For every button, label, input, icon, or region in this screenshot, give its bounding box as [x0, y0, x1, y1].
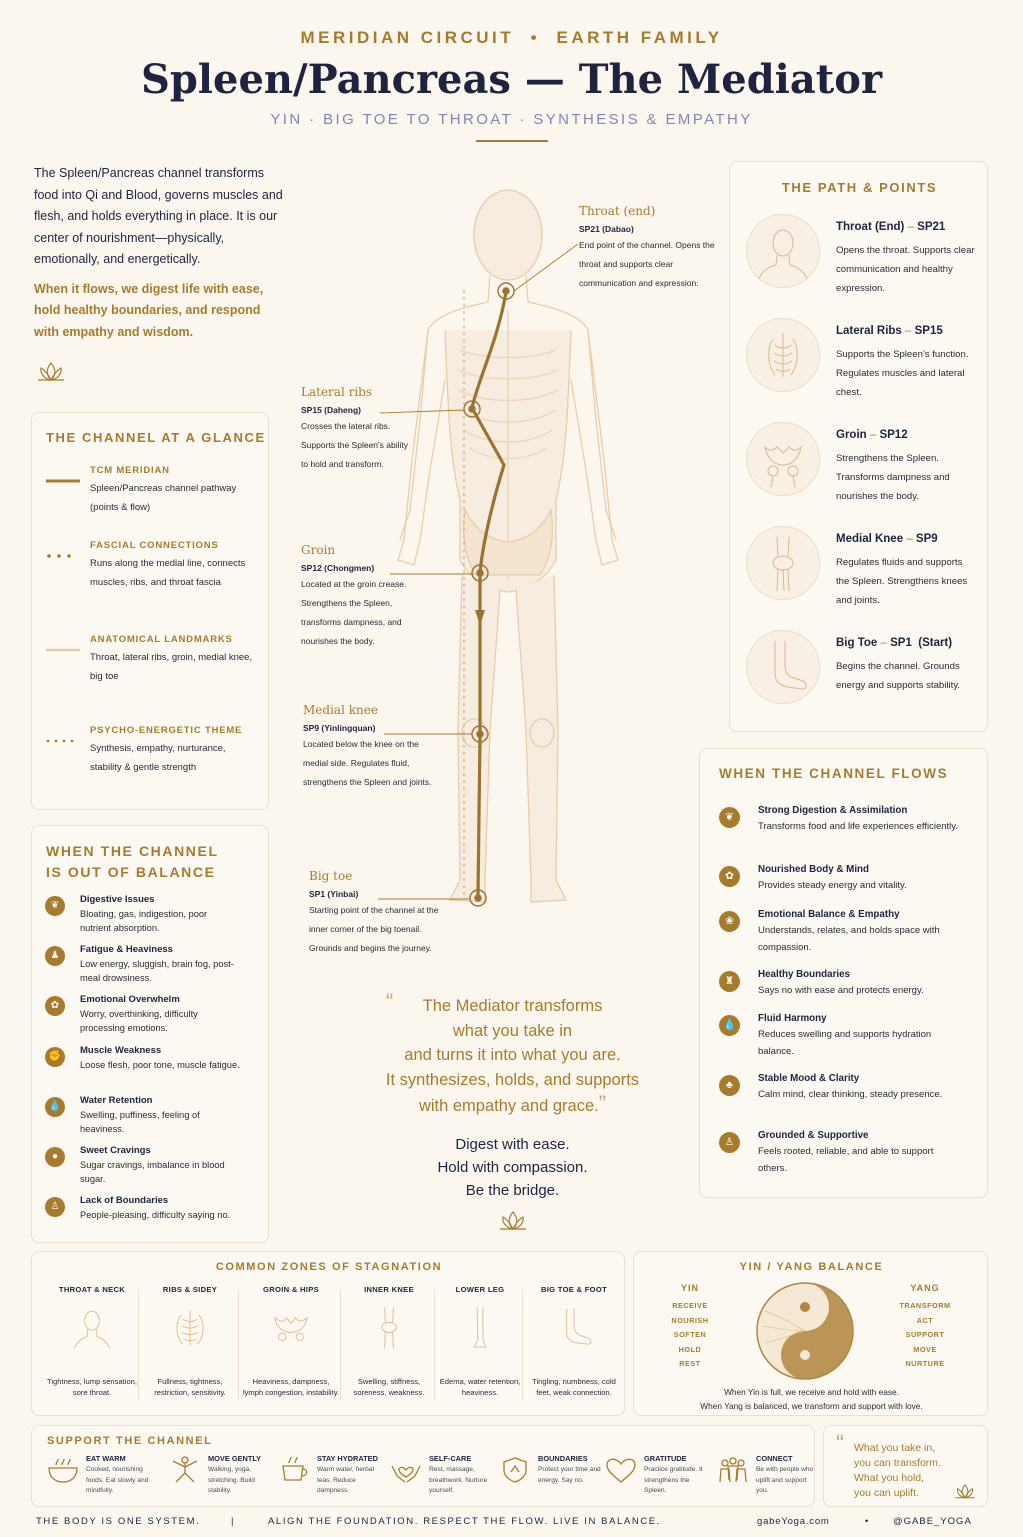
mood-icon: ♣	[719, 1075, 740, 1096]
path-item-point: SP9	[915, 533, 938, 545]
support-item-text: Cooked, nourishing foods. Eat slowly and mindfully.	[86, 1466, 149, 1494]
annotation-text: Crosses the lateral ribs. Supports the Spleen's ability to hold and transform.	[301, 421, 408, 469]
path-item-point: SP15	[914, 325, 943, 337]
path-item-point: SP12	[879, 429, 908, 441]
support-quote-line: you can transform.	[854, 1457, 941, 1469]
support-item-name: MOVE GENTLY	[208, 1454, 262, 1463]
water-drop-icon: 💧	[719, 1015, 740, 1036]
quote-line: It synthesizes, holds, and supports	[385, 1070, 640, 1089]
path-item-heading	[836, 533, 938, 545]
footer-site-link[interactable]: gabeYoga.com	[757, 1516, 830, 1527]
annotation-groin	[301, 543, 431, 651]
balance-word: NURTURE	[905, 1359, 945, 1368]
zone-divider	[522, 1290, 523, 1400]
path-item-name: Groin	[836, 429, 867, 441]
flows-title: WHEN THE CHANNEL FLOWS	[719, 766, 949, 781]
zones-title: COMMON ZONES OF STAGNATION	[215, 1261, 443, 1273]
imbalance-item-text: Low energy, sluggish, brain fog, post-meal drowsiness.	[80, 959, 234, 984]
page-title: Spleen/Pancreas — The Mediator	[140, 56, 883, 103]
path-item-name: Throat (End)	[836, 221, 905, 233]
zone-item	[438, 1285, 522, 1399]
zone-divider	[138, 1290, 139, 1400]
zone-name: THROAT & NECK	[58, 1285, 126, 1294]
closing-line: Hold with compassion.	[437, 1158, 588, 1176]
glance-text: Throat, lateral ribs, groin, medial knee, big toe	[90, 652, 253, 682]
annotation-throat	[579, 204, 719, 293]
yin-column	[662, 1283, 718, 1368]
path-item-separator: –	[866, 429, 880, 441]
imbalance-item-text: Loose flesh, poor tone, muscle fatigue.	[80, 1059, 240, 1070]
path-card	[729, 161, 988, 732]
sweet-icon: ●	[45, 1147, 65, 1167]
support-item-text: Protect your time and energy. Say no.	[538, 1466, 601, 1484]
balance-word: MOVE	[913, 1344, 937, 1354]
imbalance-title-line2: IS OUT OF BALANCE	[46, 864, 216, 880]
zone-divider	[238, 1290, 239, 1400]
quote-body	[350, 989, 675, 1119]
path-item-point: SP21	[917, 221, 946, 233]
inner-knee-illustration	[367, 1304, 411, 1352]
path-item-point: SP1 (Start)	[890, 637, 953, 649]
path-item-separator: –	[903, 533, 916, 545]
heart-hands-icon	[389, 1456, 423, 1484]
annotation-title: Big toe	[309, 869, 353, 883]
quote-line: with empathy and grace.	[418, 1097, 599, 1115]
annotation-point: SP1 (Yinbai)	[309, 889, 359, 899]
boundary-icon: ♙	[45, 1197, 65, 1217]
zone-name: INNER KNEE	[364, 1285, 414, 1294]
annotation-title: Throat (end)	[579, 204, 656, 218]
annotation-text: Located below the knee on the medial side. Regulates fluid, strengthens the Spleen and joints.	[303, 739, 432, 787]
footer-left: THE BODY IS ONE SYSTEM.	[36, 1516, 201, 1527]
overwhelm-icon: ✿	[45, 996, 65, 1016]
yinyang-caption	[634, 1385, 989, 1413]
footer-center: ALIGN THE FOUNDATION. RESPECT THE FLOW. LIVE IN BALANCE.	[268, 1516, 661, 1527]
flows-item-text: Feels rooted, reliable, and able to support others.	[758, 1146, 934, 1174]
path-item-name: Lateral Ribs	[836, 325, 902, 337]
flows-item-title: Emotional Balance & Empathy	[758, 909, 900, 920]
zone-name: LOWER LEG	[455, 1285, 505, 1294]
path-item-text: Regulates fluids and supports the Spleen. Strengthens knees and joints.	[836, 557, 968, 606]
imbalance-item-title: Digestive Issues	[80, 894, 155, 905]
imbalance-item-text: Swelling, puffiness, feeling of heaviness.	[80, 1109, 200, 1134]
flows-item-title: Healthy Boundaries	[758, 969, 851, 980]
imbalance-item-text: Bloating, gas, indigestion, poor nutrient absorption.	[80, 909, 208, 933]
path-title: THE PATH & POINTS	[781, 180, 938, 195]
zone-item	[526, 1285, 622, 1399]
zone-text: Tingling, numbness, cold feet, weak connection.	[532, 1377, 616, 1398]
path-item-name: Medial Knee	[836, 533, 904, 545]
annotation-title: Groin	[301, 543, 336, 557]
glance-label: PSYCHO-ENERGETIC THEME	[90, 725, 243, 736]
support-item-text: Walking, yoga, stretching. Build stability.	[208, 1466, 255, 1494]
imbalance-item-text: People-pleasing, difficulty saying no.	[80, 1210, 231, 1221]
path-item-heading	[836, 429, 908, 441]
support-item-text: Practice gratitude. It strengthens the Spleen.	[644, 1466, 703, 1494]
support-quote-card	[823, 1425, 988, 1507]
zone-item	[142, 1285, 238, 1399]
zone-text: Edema, water retention, heaviness.	[439, 1377, 521, 1398]
glance-label: ANATOMICAL LANDMARKS	[90, 634, 233, 645]
water-drop-icon: 💧	[45, 1097, 65, 1117]
zone-name: RIBS & SIDEY	[162, 1285, 218, 1294]
people-icon	[716, 1456, 750, 1484]
flows-item-title: Nourished Body & Mind	[758, 864, 870, 875]
yin-yang-icon	[755, 1281, 855, 1381]
groin-hips-illustration	[269, 1304, 313, 1352]
support-item-text: Warm water, herbal teas. Reduce dampness.	[317, 1466, 374, 1494]
footer	[0, 1516, 1023, 1530]
yinyang-title: YIN / YANG BALANCE	[739, 1261, 884, 1273]
path-item-text: Begins the channel. Grounds energy and supports stability.	[836, 661, 961, 691]
path-item-text: Opens the throat. Supports clear communication and healthy expression.	[836, 245, 975, 294]
imbalance-item-title: Lack of Boundaries	[80, 1195, 169, 1207]
knee-illustration	[746, 526, 820, 600]
footer-dot: •	[865, 1516, 870, 1527]
support-item-name: GRATITUDE	[644, 1454, 687, 1463]
path-item-text: Strengthens the Spleen. Transforms dampness and nourishes the body.	[836, 453, 950, 502]
support-quote-line: you can uplift.	[854, 1487, 919, 1499]
annotation-point: SP21 (Dabao)	[579, 224, 634, 234]
zone-name: BIG TOE & FOOT	[540, 1285, 608, 1294]
flows-item-title: Strong Digestion & Assimilation	[758, 805, 908, 816]
quote-line: and turns it into what you are.	[404, 1046, 621, 1064]
support-item-name: CONNECT	[756, 1454, 793, 1463]
flows-item-text: Reduces swelling and supports hydration balance.	[758, 1029, 932, 1057]
support-quote-line: What you hold,	[854, 1472, 925, 1484]
imbalance-item-title: Sweet Cravings	[80, 1145, 151, 1156]
caption-line: When Yin is full, we receive and hold with ease.	[724, 1387, 899, 1397]
intro-paragraph: The Spleen/Pancreas channel transforms food into Qi and Blood, governs muscles and flesh, and holds everything in place. It is our center of nourishment—physically, emotionally, and energetically.	[34, 166, 283, 266]
support-quote-line: What you take in,	[854, 1442, 936, 1454]
annotation-ribs	[301, 385, 413, 474]
flows-item-title: Stable Mood & Clarity	[758, 1073, 860, 1084]
close-quote-icon: ”	[598, 1091, 607, 1116]
zone-item	[44, 1285, 140, 1399]
closing-line: Be the bridge.	[465, 1181, 560, 1199]
balance-word: RECEIVE	[672, 1301, 708, 1310]
mediator-quote	[350, 989, 675, 1237]
ribcage-illustration	[746, 318, 820, 392]
annotation-title: Medial knee	[303, 703, 378, 717]
path-item-heading	[836, 221, 945, 233]
support-item-name: EAT WARM	[86, 1454, 126, 1463]
imbalance-title-line1: WHEN THE CHANNEL	[46, 843, 219, 859]
balance-word: REST	[679, 1359, 701, 1368]
path-item-separator: –	[901, 325, 915, 337]
zone-text: Swelling, stiffness, soreness, weakness.	[353, 1377, 425, 1398]
annotation-text: Located at the groin crease. Strengthens the Spleen, transforms dampness, and nourishes the body.	[301, 579, 407, 646]
tea-cup-icon	[277, 1456, 311, 1484]
digestion-icon: ❦	[719, 807, 740, 828]
annotation-point: SP15 (Daheng)	[301, 405, 361, 415]
glance-text: Synthesis, empathy, nurturance, stability & gentle strength	[90, 743, 226, 773]
balance-word: SUPPORT	[905, 1330, 945, 1339]
foot-illustration	[746, 630, 820, 704]
footer-handle-link[interactable]: @GABE_YOGA	[893, 1516, 972, 1527]
yang-label: YANG	[910, 1283, 940, 1293]
zone-text: Fullness, tightness, restriction, sensitivity.	[154, 1377, 226, 1398]
balance-word: SOFTEN	[673, 1330, 707, 1339]
ribs-illustration	[168, 1304, 212, 1352]
path-item-text: Supports the Spleen's function. Regulates muscles and lateral chest.	[836, 349, 969, 398]
zone-text: Heaviness, dampness, lymph congestion, instability.	[242, 1377, 340, 1398]
flows-item-text: Transforms food and life experiences efficiently.	[758, 821, 958, 832]
flows-card	[699, 748, 988, 1198]
glance-title: THE CHANNEL AT A GLANCE	[46, 430, 266, 445]
empathy-icon: ❀	[719, 911, 740, 932]
balance-word: TRANSFORM	[899, 1301, 951, 1310]
annotation-point: SP12 (Chongmen)	[301, 563, 375, 573]
annotation-point: SP9 (Yinlingquan)	[303, 723, 376, 733]
zone-text: Tightness, lump sensation, sore throat.	[46, 1377, 138, 1398]
fatigue-icon: ♟	[45, 946, 65, 966]
flows-item-title: Fluid Harmony	[758, 1013, 827, 1024]
path-item-separator: –	[877, 637, 891, 649]
bowl-icon	[46, 1456, 80, 1484]
subtitle: YIN · BIG TOE TO THROAT · SYNTHESIS & EMPATHY	[270, 111, 753, 128]
annotation-knee	[303, 703, 433, 792]
caption-line: When Yang is balanced, we transform and support with love.	[700, 1401, 923, 1411]
imbalance-item-title: Water Retention	[80, 1094, 153, 1106]
glance-label: FASCIAL CONNECTIONS	[90, 540, 219, 551]
footer-separator: |	[231, 1516, 236, 1527]
pelvis-illustration	[746, 422, 820, 496]
balance-word: HOLD	[678, 1344, 702, 1354]
support-card	[31, 1425, 815, 1507]
yoga-figure-icon	[168, 1456, 202, 1484]
glance-label: TCM MERIDIAN	[90, 465, 170, 476]
yin-label: YIN	[680, 1283, 699, 1293]
throat-illustration	[746, 214, 820, 288]
zone-divider	[434, 1290, 435, 1400]
imbalance-item-text: Worry, overthinking, difficulty processing emotions.	[80, 1009, 198, 1034]
path-item-separator: –	[904, 221, 918, 233]
support-item-text: Be with people who uplift and support you.	[756, 1466, 814, 1494]
support-title: SUPPORT THE CHANNEL	[47, 1435, 213, 1447]
yin-words	[662, 1301, 718, 1368]
eyebrow: MERIDIAN CIRCUIT • EARTH FAMILY	[300, 28, 723, 47]
zone-divider	[340, 1290, 341, 1400]
zones-card	[31, 1251, 625, 1416]
imbalance-item-title: Emotional Overwhelm	[80, 994, 180, 1006]
lower-leg-illustration	[458, 1304, 502, 1352]
throat-neck-illustration	[70, 1304, 114, 1352]
flows-item-text: Provides steady energy and vitality.	[758, 880, 907, 891]
flows-item-title: Grounded & Supportive	[758, 1130, 869, 1141]
balance-word: ACT	[916, 1315, 934, 1325]
nourish-icon: ✿	[719, 866, 740, 887]
support-item-text: Rest, massage, breathwork. Nurture yourself.	[429, 1466, 488, 1494]
support-item-name: STAY HYDRATED	[317, 1454, 378, 1463]
yang-words	[890, 1301, 960, 1368]
glance-text: Spleen/Pancreas channel pathway (points & flow)	[90, 483, 237, 513]
path-item-name: Big Toe	[836, 637, 878, 649]
quote-line: The Mediator transforms	[422, 997, 603, 1015]
shield-icon	[498, 1456, 532, 1484]
muscle-icon: ✊	[45, 1047, 65, 1067]
yinyang-card	[633, 1251, 988, 1416]
flows-item-text: Understands, relates, and holds space with compassion.	[758, 925, 940, 953]
closing-line: Digest with ease.	[455, 1135, 570, 1153]
open-quote-icon: “	[836, 1430, 844, 1457]
zone-item	[242, 1285, 340, 1399]
open-quote-icon: “	[386, 989, 394, 1014]
stomach-icon: ❦	[45, 896, 65, 916]
lotus-icon	[952, 1482, 978, 1505]
balance-word: NOURISH	[671, 1315, 709, 1325]
intro-highlight: When it flows, we digest life with ease, hold healthy boundaries, and respond with empathy and wisdom.	[34, 281, 264, 339]
grounded-icon: ♙	[719, 1132, 740, 1153]
quote-line: what you take in	[452, 1021, 573, 1040]
boundary-icon: ♜	[719, 971, 740, 992]
path-item-heading	[836, 325, 943, 337]
imbalance-item-text: Sugar cravings, imbalance in blood sugar.	[80, 1160, 225, 1184]
flows-item-text: Says no with ease and protects energy.	[758, 985, 924, 996]
zone-item	[344, 1285, 434, 1399]
support-item-name: BOUNDARIES	[538, 1454, 588, 1463]
heart-icon	[604, 1456, 638, 1484]
path-item-heading	[836, 637, 952, 649]
big-toe-foot-illustration	[552, 1304, 596, 1352]
annotation-big-toe	[309, 869, 441, 958]
support-quote	[854, 1441, 941, 1501]
support-item-name: SELF-CARE	[429, 1454, 472, 1463]
imbalance-item-title: Fatigue & Heaviness	[80, 944, 173, 956]
quote-closing	[350, 1133, 675, 1202]
imbalance-item-title: Muscle Weakness	[80, 1044, 162, 1056]
flows-item-text: Calm mind, clear thinking, steady presence.	[758, 1089, 943, 1100]
lotus-icon	[350, 1208, 675, 1237]
annotation-title: Lateral ribs	[301, 385, 373, 399]
annotation-text: Starting point of the channel at the inner corner of the big toenail. Grounds and begins the journey.	[309, 905, 439, 953]
glance-text: Runs along the medial line, connects muscles, ribs, and throat fascia	[90, 558, 246, 588]
zone-name: GROIN & HIPS	[263, 1285, 319, 1294]
yang-column	[890, 1283, 960, 1368]
annotation-text: End point of the channel. Opens the throat and supports clear communication and expression.	[579, 240, 715, 288]
